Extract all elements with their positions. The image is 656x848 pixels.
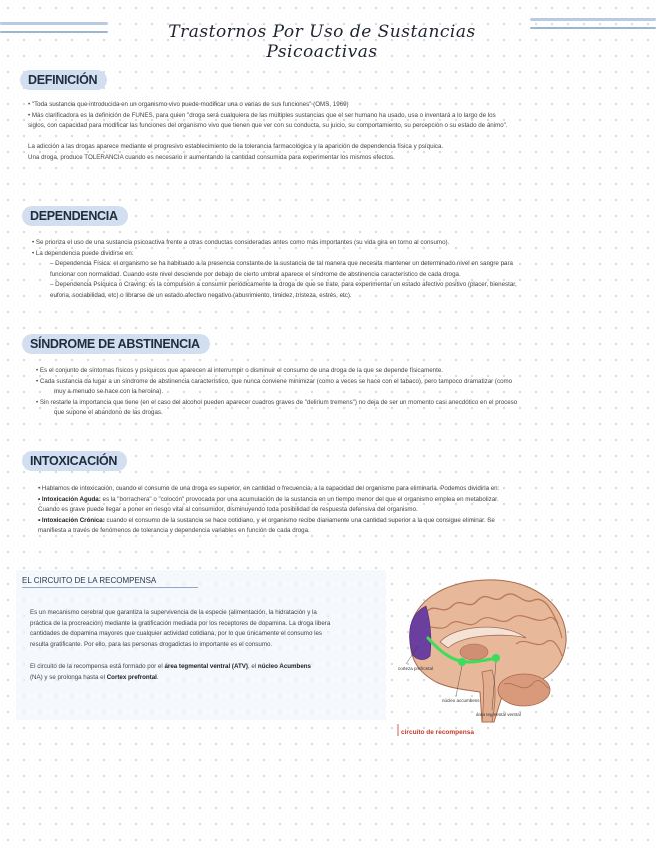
text-line (38, 516, 618, 527)
text-line: práctica de la procreación) mediante la gratificación mediada por los receptores de dopamina. La droga libera (30, 619, 331, 627)
brain-reward-circuit-figure (396, 572, 574, 740)
section-heading-intoxicacion: INTOXICACIÓN (22, 451, 127, 471)
nucleo-term: núcleo Acumbens (257, 663, 311, 670)
cerebellum (498, 674, 550, 706)
text-line: • Cada sustancia da lugar a un síndrome de abstinencia característico, que nunca conviene minimizar (como a veces se hace con el tabaco), pero tampoco dramatizar (como (36, 377, 513, 385)
text-line: El circuito de la recompensa está formado por el área tegmental ventral (ATV), el núcleo Acumbens (30, 663, 311, 670)
section-heading-abstinencia: SÍNDROME DE ABSTINENCIA (22, 334, 210, 354)
text-line: funcionar con normalidad. Cuando este nivel desciende por debajo de cierto umbral aparece el síndrome de abstinencia característico de cada droga. (50, 270, 461, 278)
text-line: • Sin restarle la importancia que tiene (en el caso del alcohol pueden aparecer cuadros graves de "delirium tremens") no deja de ser un momento casi anecdótico en el proceso (36, 398, 518, 406)
text-line: cantidades de dopamina mayores que cualquier actividad cotidiana, por lo que únicamente el consumo les (30, 630, 323, 637)
text-line (38, 495, 618, 506)
text-line: • La dependencia puede dividirse en: (32, 249, 134, 257)
atv-dot (492, 654, 500, 662)
text-line: • Se prioriza el uso de una sustancia psicoactiva frente a otras conductas consideradas antes como más importantes (su vida gira en torno al consumo). (32, 239, 450, 246)
section-heading-definicion: DEFINICIÓN (20, 70, 107, 90)
text-line: • Es el conjunto de síntomas físicos y psíquicos que aparecen al interrumpir o disminuir el consumo de una droga de la que se depende físicamente. (36, 367, 443, 374)
cronica-text: cuando el consumo de la sustancia se hace cotidiano, y el organismo recibe diariamente una cantidad superior a la que consigue eliminar. Se (104, 516, 495, 524)
definicion-text (28, 100, 628, 163)
text-line: muy a menudo se hace con la heroína). (54, 388, 164, 395)
text-line: Es un mecanismo cerebral que garantiza la supervivencia de la especie (alimentación, la hidratación y la (30, 609, 317, 616)
aguda-label: • Intoxicación Aguda: (38, 495, 101, 503)
section-heading-dependencia: DEPENDENCIA (22, 206, 128, 226)
text-line: La adicción a las drogas aparece mediante el progresivo establecimiento de la tolerancia farmacológica y la aparición de dependencia física y psíquica. (28, 143, 444, 150)
text-line: resulta gratificante. Por ello, para las personas drogadictas lo importante es el consumo. (30, 640, 273, 648)
dependencia-text (32, 238, 622, 301)
title-decor-line (0, 31, 108, 33)
page-title: Trastornos Por Uso de Sustancias Psicoactivas (168, 22, 476, 62)
text-line: (NA) y se prolonga hasta el Cortex prefrontal. (30, 673, 159, 681)
abstinencia-text (36, 366, 616, 419)
text-line: Cuando es grave puede llegar a poner en riesgo vital al consumidor, disminuyendo toda posibilidad de respuesta defensiva del organismo. (38, 506, 418, 513)
cortex-term: Cortex prefrontal (106, 673, 157, 681)
title-bar (0, 14, 656, 62)
text-line: – Dependencia Física: el organismo se ha habituado a la presencia constante de la sustancia de tal manera que necesita mantener un determinado nivel en sangre para (50, 260, 513, 267)
text-line: – Dependencia Psíquica o Craving: es la compulsión a consumir periódicamente la droga de que se trate, para experimentar un estado afectivo positivo (placer, bienestar, (50, 281, 517, 288)
text-line (28, 132, 628, 143)
label-atv: área tegmental ventral (476, 712, 521, 717)
text-line: • "Toda sustancia que introducida en un organismo vivo puede modificar una o varias de sus funciones" (OMS, 1969) (28, 101, 349, 108)
text-line: Una droga, produce TOLERANCIA cuando es necesario ir aumentando la cantidad consumida para experimentar los mismos efectos. (28, 153, 395, 161)
prefrontal-cortex-region (410, 606, 431, 660)
figure-caption: circuito de recompensa (401, 729, 474, 736)
aguda-text: es la "borrachera" o "colocón" provocada por una acumulación de la sustancia en un tiempo menor del que el organismo emplea en metabolizar. (100, 495, 499, 503)
atv-term: área tegmental ventral (ATV) (164, 663, 248, 670)
title-decor-line (530, 27, 656, 29)
label-nucleo: núcleo accumbens (442, 698, 480, 703)
title-decor-line (0, 22, 108, 25)
label-cortex: corteza prefrontal (398, 666, 434, 671)
text-line: • Hablamos de intoxicación, cuando el consumo de una droga es superior, en cantidad o frecuencia, a la capacidad del organismo para eliminarla. Podemos dividirla en: (38, 485, 500, 492)
section-heading-circuito: EL CIRCUITO DE LA RECOMPENSA (22, 576, 198, 588)
text-line: euforia, sociabilidad, etc) o librarse de un estado afectivo negativo (aburrimiento, timidez, tristeza, estrés, etc). (50, 291, 352, 299)
nucleo-accumbens-dot (458, 658, 466, 666)
cronica-label: • Intoxicación Crónica: (38, 516, 105, 524)
text-line: manifiesta a través de fenómenos de tolerancia y dependencia variables en función de cada droga. (38, 527, 310, 534)
title-decor-line (530, 18, 656, 21)
intoxicacion-text (38, 484, 618, 537)
text-line: • Más clarificadora es la definición de FUNES, para quien "droga será cualquiera de las múltiples sustancias que el ser humano ha usado, usa o inventará a lo largo de los (28, 111, 496, 119)
text-line: que supone el abandono de las drogas. (54, 409, 163, 416)
circuito-text (30, 608, 390, 683)
text-line: siglos, con capacidad para modificar las funciones del organismo vivo que tienen que ver con su conducta, su juicio, su comportamiento, su percepción o su estado de ánimo". (28, 122, 508, 129)
